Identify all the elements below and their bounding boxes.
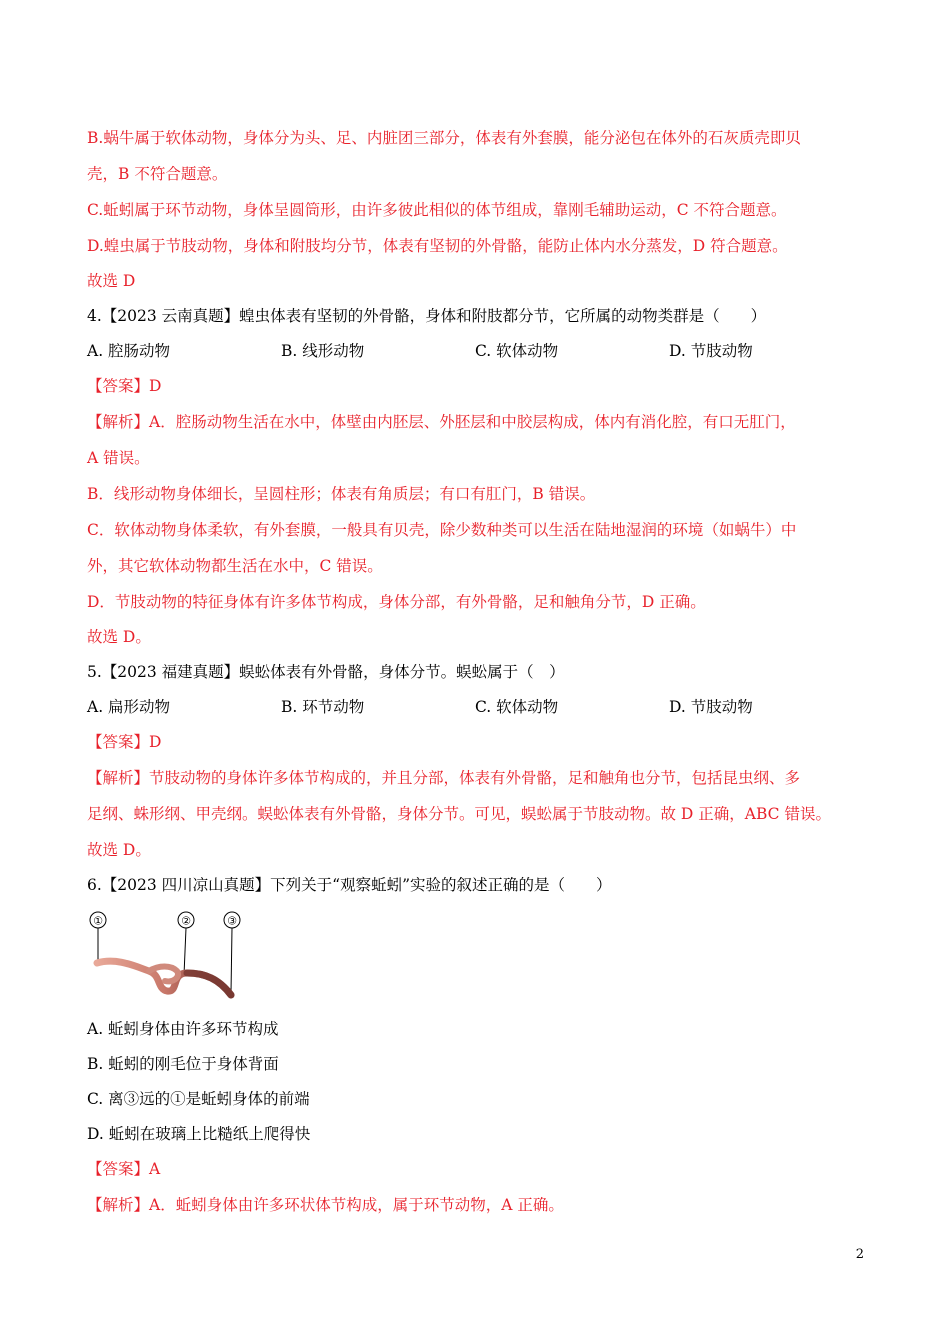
q5-analysis: 【解析】节肢动物的身体许多体节构成的，并且分部，体表有外骨骼，足和触角也分节，包括昆虫纲、多 (87, 769, 801, 787)
q6-stem: 6.【2023 四川凉山真题】下列关于“观察蚯蚓”实验的叙述正确的是（ ） (87, 876, 612, 894)
q4-analysis-c: C．软体动物身体柔软，有外套膜，一般具有贝壳，除少数种类可以生活在陆地湿润的环境（如蜗牛）中 (87, 521, 797, 539)
q3-conclusion: 故选 D (87, 272, 136, 290)
q4-analysis-c-cont: 外，其它软体动物都生活在水中，C 错误。 (87, 557, 383, 575)
q5-option-d: D. 节肢动物 (669, 698, 753, 716)
q3-analysis-c: C.蚯蚓属于环节动物，身体呈圆筒形，由许多彼此相似的体节组成，靠刚毛辅助运动，C 不符合题意。 (87, 201, 787, 219)
q3-analysis-b: B.蜗牛属于软体动物，身体分为头、足、内脏团三部分，体表有外套膜，能分泌包在体外的石灰质壳即贝 (87, 129, 801, 147)
page-number: 2 (855, 1247, 864, 1262)
q4-option-c: C. 软体动物 (475, 342, 559, 360)
q6-option-b: B. 蚯蚓的刚毛位于身体背面 (87, 1055, 279, 1073)
q4-option-b: B. 线形动物 (281, 342, 365, 360)
q4-stem: 4.【2023 云南真题】蝗虫体表有坚韧的外骨骼，身体和附肢都分节，它所属的动物类群是（ ） (87, 307, 767, 325)
q4-conclusion: 故选 D。 (87, 628, 151, 646)
label-1-text: ① (93, 914, 103, 928)
q5-option-b: B. 环节动物 (281, 698, 365, 716)
q3-analysis-d: D.蝗虫属于节肢动物，身体和附肢均分节，体表有坚韧的外骨骼，能防止体内水分蒸发，D 符合题意。 (87, 237, 788, 255)
q4-option-a: A. 腔肠动物 (87, 342, 171, 360)
earthworm-figure (87, 905, 247, 1005)
q6-option-a: A. 蚯蚓身体由许多环节构成 (87, 1020, 279, 1038)
q5-analysis-cont: 足纲、蛛形纲、甲壳纲。蜈蚣体表有外骨骼，身体分节。可见，蜈蚣属于节肢动物。故 D 正确，ABC 错误。 (87, 805, 831, 823)
q4-option-d: D. 节肢动物 (669, 342, 753, 360)
q5-conclusion: 故选 D。 (87, 841, 151, 859)
earthworm-tail (187, 973, 231, 995)
q4-analysis-b: B．线形动物身体细长，呈圆柱形；体表有角质层；有口有肛门，B 错误。 (87, 485, 596, 503)
q5-option-a: A. 扁形动物 (87, 698, 171, 716)
q4-analysis-d: D．节肢动物的特征身体有许多体节构成，身体分部，有外骨骼，足和触角分节，D 正确。 (87, 593, 706, 611)
leader-line-2 (184, 928, 186, 975)
q4-analysis-a: 【解析】A．腔肠动物生活在水中，体壁由内胚层、外胚层和中胶层构成，体内有消化腔，有口无肛门， (87, 413, 796, 431)
q3-analysis-b-cont: 壳，B 不符合题意。 (87, 165, 228, 183)
q5-option-c: C. 软体动物 (475, 698, 559, 716)
label-2-text: ② (181, 914, 191, 928)
leader-line-3 (231, 928, 232, 993)
label-3-text: ③ (227, 914, 237, 928)
q6-analysis-a: 【解析】A．蚯蚓身体由许多环状体节构成，属于环节动物，A 正确。 (87, 1196, 564, 1214)
q4-answer: 【答案】D (87, 377, 162, 395)
label-2 (178, 912, 194, 928)
q5-stem: 5.【2023 福建真题】蜈蚣体表有外骨骼，身体分节。蜈蚣属于（ ） (87, 663, 565, 681)
q5-answer: 【答案】D (87, 733, 162, 751)
q6-answer: 【答案】A (87, 1160, 161, 1178)
label-1 (90, 912, 106, 928)
earthworm-illustration (87, 905, 247, 1005)
label-3 (224, 912, 240, 928)
q6-option-c: C. 离③远的①是蚯蚓身体的前端 (87, 1090, 310, 1108)
q6-option-d: D. 蚯蚓在玻璃上比糙纸上爬得快 (87, 1125, 311, 1143)
q4-analysis-a-cont: A 错误。 (87, 449, 150, 467)
